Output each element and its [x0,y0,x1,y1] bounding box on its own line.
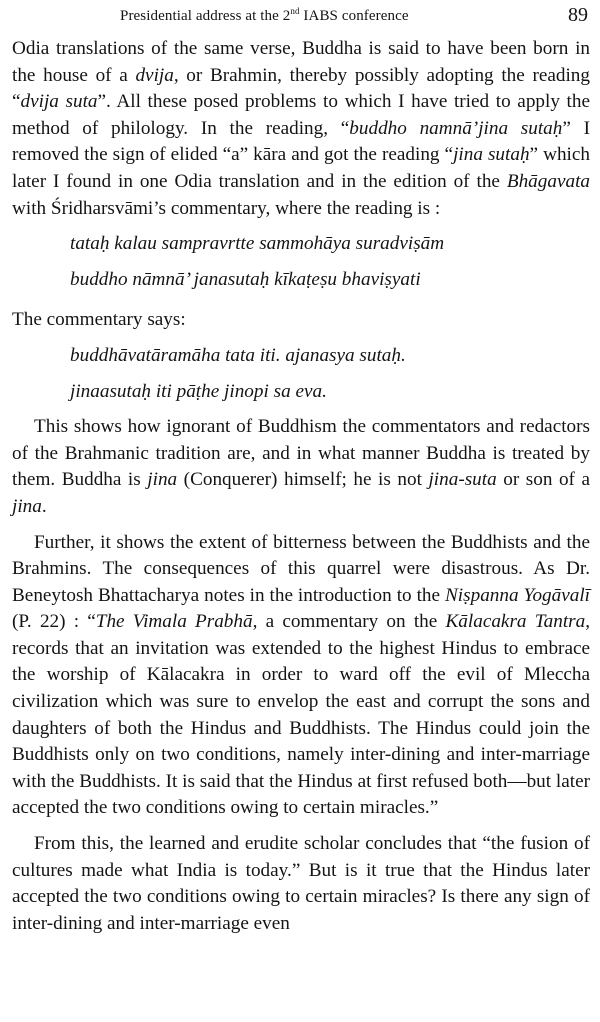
running-head-text: Presidential address at the 2 [120,8,291,24]
verse-line: tataḥ kalau sampravrtte sammohāya suradviṣām [70,233,445,255]
running-head-text-end: IABS conference [299,8,409,24]
paragraph-bitterness: Further, it shows the extent of bitterness between the Buddhists and the Brahmins. The consequences of this quarrel were disastrous. As Dr. Beneytosh Bhattacharya notes in the introduction to the Niṣpanna Yogāvalī (P. 22) : “The Vimala Prabhā, a commentary on the Kālacakra Tantra, records that an invitation was extended to the highest Hindus to embrace the worship of Kālacakra in order to ward off the evil of Mleccha civilization which was sure to envelop the east and corrupt the sons and daughters of both the Hindus and Buddhists. The Hindus could join the Buddhists only on two conditions, namely inter-dining and inter-marriage with the Buddhists. It is said that the Hindus at first refused both—but later accepted the two conditions owing to certain miracles.” [12,531,591,819]
page-body [12,36,590,937]
paragraph-fusion: From this, the learned and erudite scholar concludes that “the fusion of cultures made what India is today.” But is it true that the Hindus later accepted the two conditions owing to certain miracles? Is there any sign of inter-dining and inter-marriage even [12,833,590,934]
paragraph-odia-translations: Odia translations of the same verse, Buddha is said to have been born in the house of a dvija, or Brahmin, thereby possibly adopting the reading “dvija suta”. All these posed problems to which I have tried to apply the method of philology. In the reading, “buddho namnā’jina sutaḥ” I removed the sign of elided “a” kāra and got the reading “jina sutaḥ” which later I found in one Odia translation and in the edition of the Bhāgavata with Śridharsvāmi’s commentary, where the reading is : [12,38,590,219]
page-header [12,4,590,32]
running-head-superscript: nd [290,6,300,16]
commentary-line: jinaasutaḥ iti pāṭhe jinopi sa eva. [70,380,327,402]
running-head [120,8,409,25]
page-number: 89 [568,4,588,26]
commentary-intro: The commentary says: [12,309,186,331]
paragraph-ignorance: This shows how ignorant of Buddhism the commentators and redactors of the Brahmanic tradition are, and in what manner Buddha is treated by them. Buddha is jina (Conquerer) himself; he is not jina-suta or son of a jina. [12,416,591,517]
verse-line: buddho nāmnā’ janasutaḥ kīkaṭeṣu bhaviṣyati [70,268,421,290]
commentary-line: buddhāvatāramāha tata iti. ajanasya sutaḥ. [70,344,406,366]
